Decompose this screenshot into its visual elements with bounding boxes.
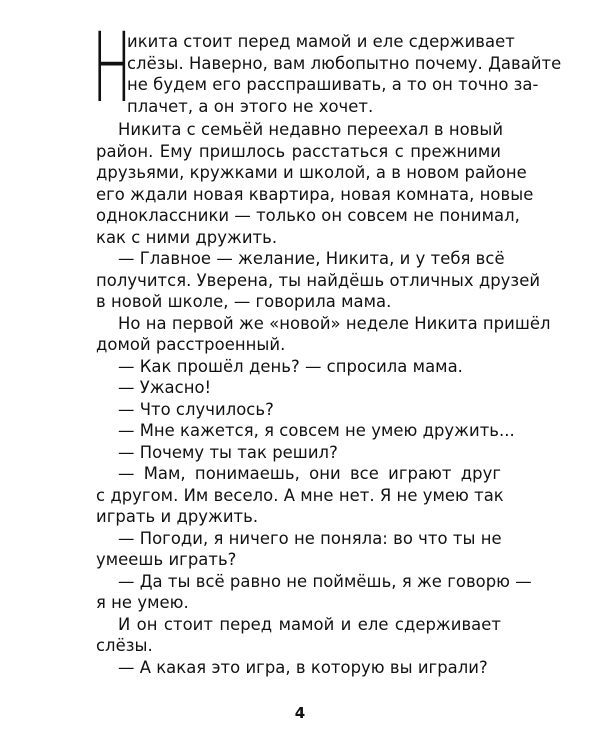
text-line: Никита с семьёй недавно переехал в новый [118, 120, 504, 139]
text-line: умеешь играть? [96, 550, 237, 569]
text-line: — Почему ты так решил? [118, 442, 338, 462]
text-line: играть и дружить. [96, 507, 259, 526]
text-line: слёзы. [96, 636, 153, 655]
text-line: в новой школе, — говорила мама. [96, 292, 392, 311]
text-line: одноклассники — только он совсем не понимал, [96, 206, 520, 225]
text-line: — Что случилось? [118, 399, 274, 419]
text-line: — Мне кажется, я совсем не умею дружить... [118, 421, 515, 440]
body-text [96, 119, 551, 678]
text-line: его ждали новая квартира, новая комната, новые [96, 184, 534, 204]
text-line: с другом. Им весело. А мне нет. Я не умею так [96, 485, 504, 505]
text-line: район. Ему пришлось расстаться с прежними [96, 141, 501, 161]
text-line: — Главное — желание, Никита, и у тебя всё [118, 249, 505, 268]
text-line: И он стоит перед мамой и еле сдерживает [118, 614, 501, 634]
first-paragraph-last [127, 96, 501, 118]
drop-cap-letter: Н [92, 12, 132, 124]
text-line: как с ними дружить. [96, 227, 278, 247]
page-number: 4 [294, 704, 306, 722]
text-line: получится. Уверена, ты найдёшь отличных друзей [96, 270, 541, 290]
first-paragraph [127, 31, 562, 74]
text-line: — Как прошёл день? — спросила мама. [118, 356, 463, 376]
text-line: икита стоит перед мамой и еле сдерживает [127, 32, 515, 51]
text-line: — Мам, понимаешь, они все играют друг [118, 464, 501, 483]
text-line: друзьями, кружками и школой, а в новом районе [96, 163, 527, 182]
text-line: — Погоди, я ничего не поняла: во что ты не [118, 528, 502, 548]
text-line: — Ужасно! [118, 378, 212, 397]
text-line: плачет, а он этого не хочет. [127, 97, 374, 116]
text-line: домой расстроенный. [96, 335, 286, 354]
first-paragraph-continued [127, 74, 539, 96]
text-line: — А какая это игра, в которую вы играли? [118, 657, 488, 677]
text-line: я не умею. [96, 593, 189, 612]
text-line: не будем его расспрашивать, а то он точно за- [127, 75, 539, 94]
text-line: слёзы. Наверно, вам любопытно почему. Давайте [127, 53, 562, 73]
text-line: Но на первой же «новой» неделе Никита пришёл [118, 313, 551, 333]
text-line: — Да ты всё равно не поймёшь, я же говорю — [118, 571, 532, 591]
